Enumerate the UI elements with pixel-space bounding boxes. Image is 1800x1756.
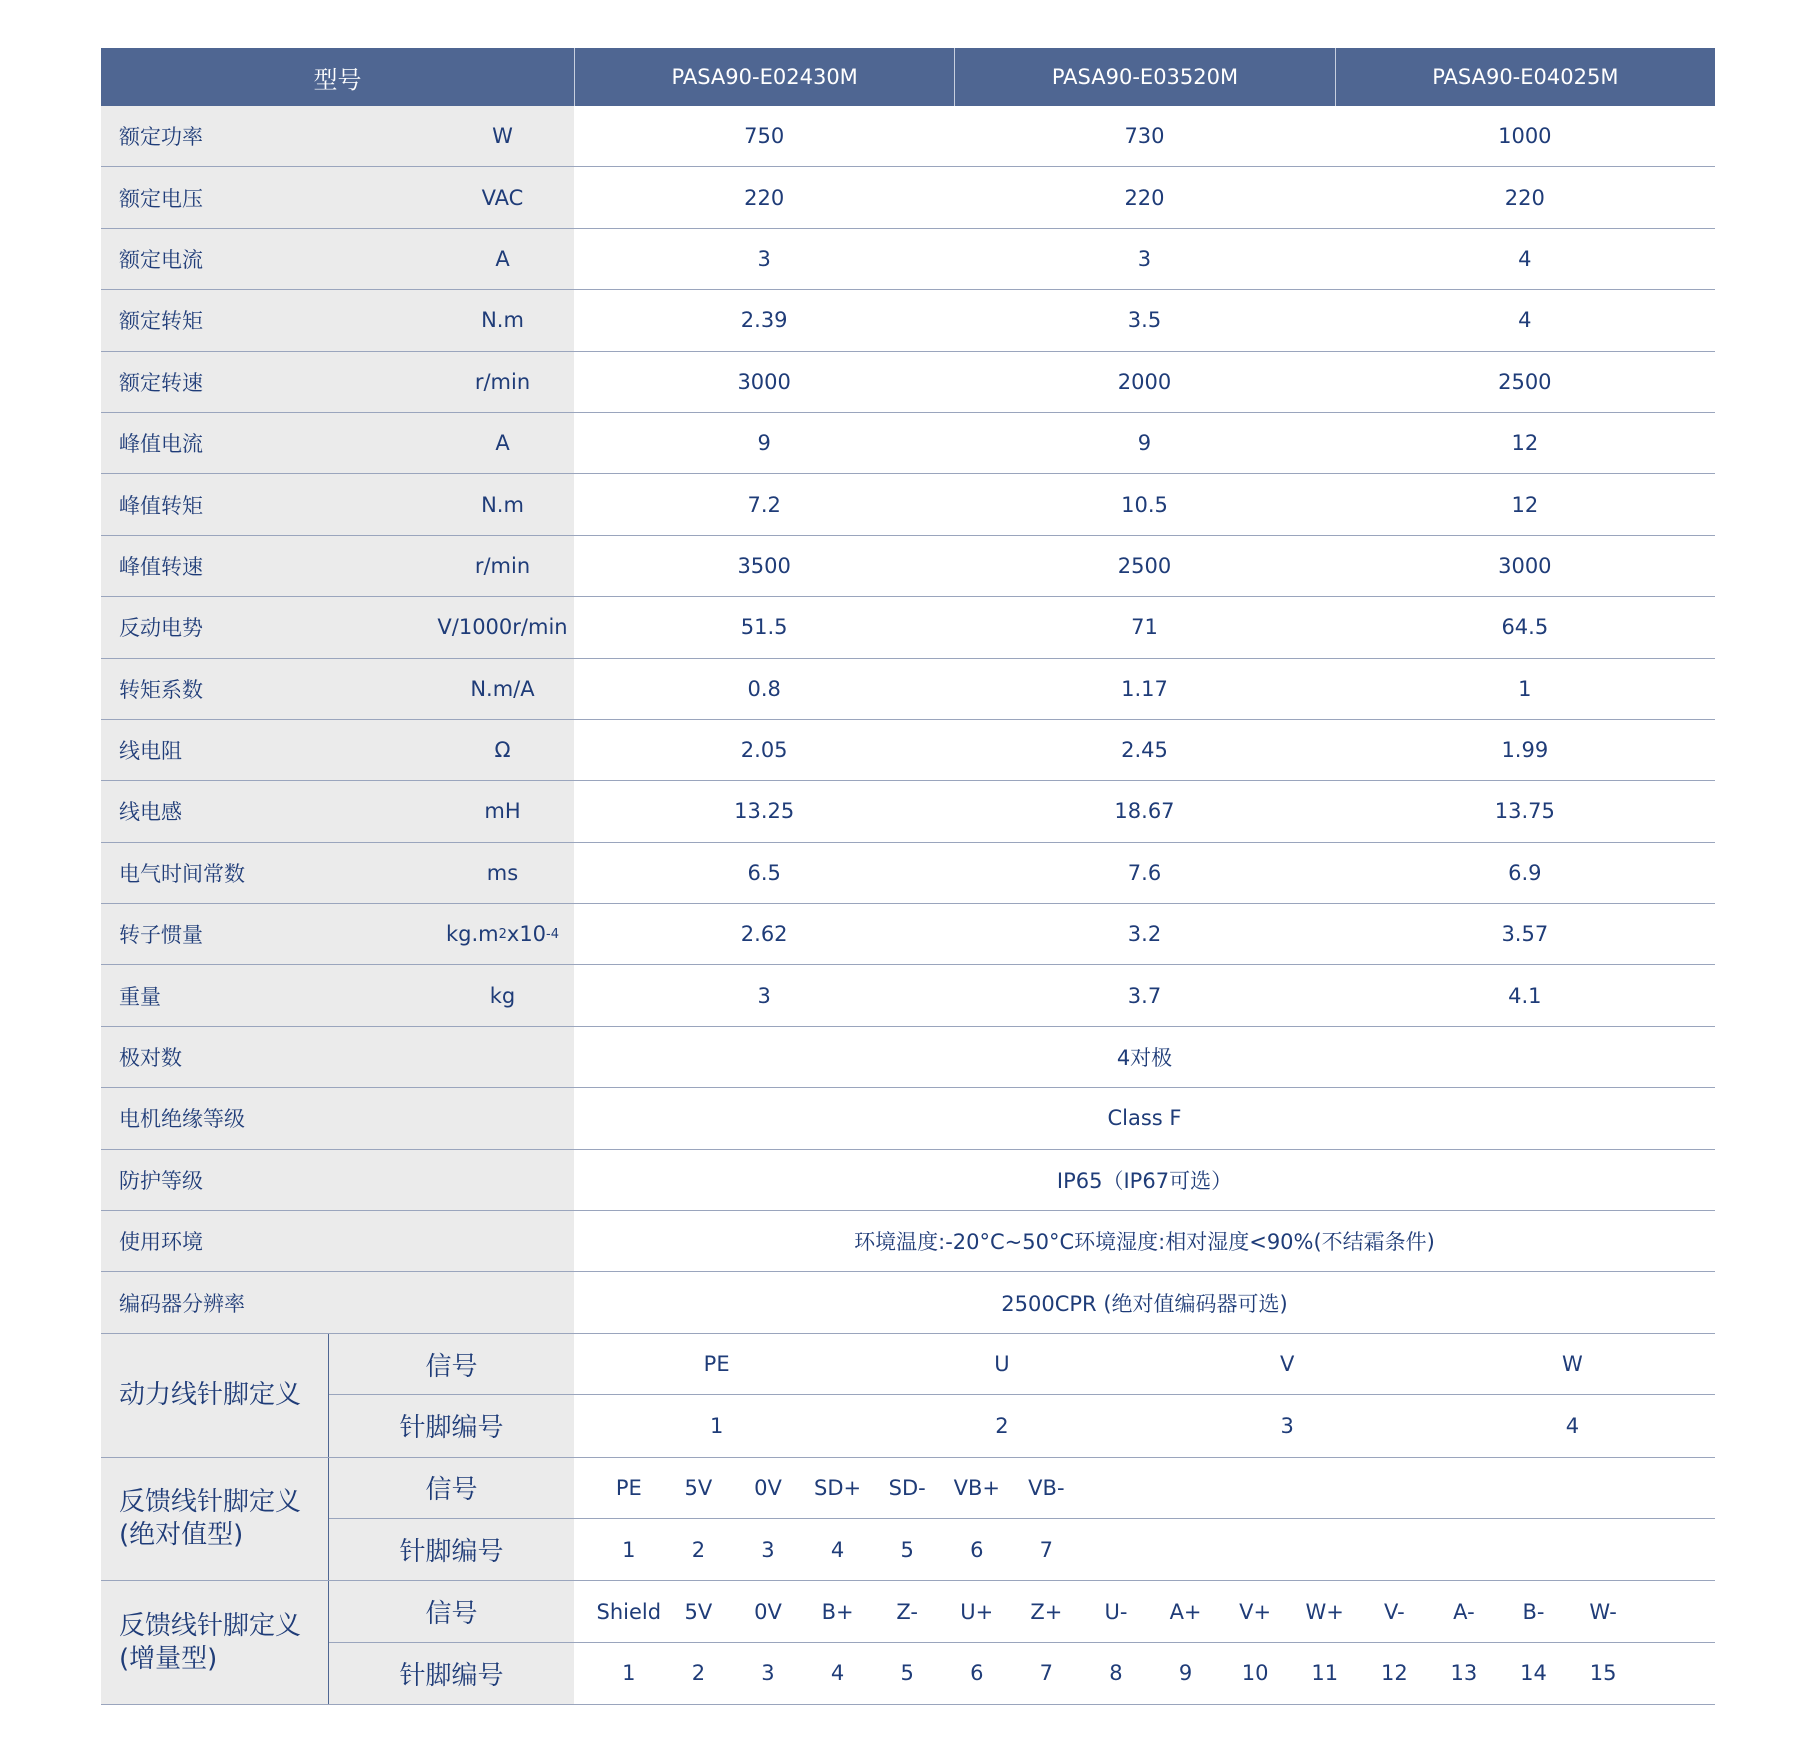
signal-label: 信号 — [329, 1581, 574, 1641]
model-header-label: 型号 — [101, 48, 574, 106]
pin-number: 15 — [1589, 1661, 1617, 1686]
unit-superscript: 2 — [498, 926, 507, 942]
pin-number: 3 — [1280, 1413, 1294, 1438]
table-row — [101, 1150, 1715, 1211]
row-label: 峰值转速 — [101, 536, 431, 596]
cell-value: 220 — [1504, 185, 1545, 210]
cell-value: 13.25 — [734, 799, 795, 824]
row-label: 线电感 — [101, 781, 431, 841]
pin-number: 6 — [970, 1537, 984, 1562]
pin-number: 1 — [622, 1661, 636, 1686]
cell-value: 750 — [744, 124, 785, 149]
table-row — [101, 843, 1715, 904]
signal-label: 信号 — [329, 1334, 574, 1394]
signal-name: Shield — [596, 1599, 662, 1624]
pin-values — [574, 1519, 1715, 1580]
table-row — [101, 474, 1715, 535]
cell-value: 0.8 — [747, 676, 781, 701]
pin-number-label: 针脚编号 — [329, 1519, 574, 1580]
pin-group-body — [329, 1581, 1715, 1704]
row-label: 峰值转矩 — [101, 474, 431, 534]
table-row — [101, 352, 1715, 413]
cell-value: 3.2 — [1127, 922, 1162, 947]
row-label: 额定电压 — [101, 167, 431, 227]
cell-value: 3.5 — [1127, 308, 1162, 333]
cell-value: 220 — [744, 185, 785, 210]
signal-name: 0V — [754, 1475, 782, 1500]
signal-name: A+ — [1169, 1599, 1202, 1624]
row-unit: ms — [431, 843, 574, 903]
table-row — [101, 659, 1715, 720]
cell-value: 9 — [1137, 431, 1152, 456]
table-row — [101, 1211, 1715, 1272]
cell-value: 3.57 — [1501, 922, 1549, 947]
table-row — [101, 1272, 1715, 1333]
signal-row — [329, 1458, 1715, 1519]
signal-name: PE — [615, 1475, 642, 1500]
pin-number: 9 — [1178, 1661, 1193, 1686]
model-name: PASA90-E03520M — [954, 48, 1334, 106]
pin-number: 4 — [1565, 1413, 1580, 1438]
cell-value: 3000 — [737, 369, 791, 394]
signal-name: V- — [1383, 1599, 1405, 1624]
pin-number: 5 — [900, 1537, 914, 1562]
table-row — [101, 106, 1715, 167]
cell-value: 3000 — [1498, 553, 1552, 578]
table-row — [101, 781, 1715, 842]
row-label: 编码器分辨率 — [101, 1272, 574, 1332]
cell-value: 2.45 — [1121, 738, 1168, 763]
cell-value: 3500 — [737, 553, 791, 578]
cell-value: 1000 — [1498, 124, 1552, 149]
row-label: 峰值电流 — [101, 413, 431, 473]
table-row — [101, 536, 1715, 597]
row-label: 重量 — [101, 965, 431, 1025]
row-unit: A — [431, 413, 574, 473]
pin-definition-group — [101, 1458, 1715, 1582]
table-row — [101, 413, 1715, 474]
pin-values — [574, 1581, 1715, 1641]
pin-number-label: 针脚编号 — [329, 1395, 574, 1456]
pin-number: 11 — [1311, 1661, 1339, 1686]
cell-value: 12 — [1511, 431, 1539, 456]
cell-value: 2500CPR (绝对值编码器可选) — [1001, 1291, 1288, 1316]
cell-value: 13.75 — [1494, 799, 1555, 824]
row-label: 额定电流 — [101, 229, 431, 289]
model-name: PASA90-E02430M — [574, 48, 954, 106]
cell-value: 1.17 — [1121, 676, 1168, 701]
row-label: 额定转速 — [101, 352, 431, 412]
cell-value: 7.2 — [747, 492, 781, 517]
row-label: 使用环境 — [101, 1211, 574, 1271]
unit-superscript: -4 — [546, 926, 560, 942]
table-row — [101, 1027, 1715, 1088]
cell-value: 2000 — [1117, 369, 1172, 394]
row-unit: A — [431, 229, 574, 289]
cell-value: 2500 — [1117, 553, 1172, 578]
cell-value: 1 — [1518, 676, 1532, 701]
row-unit: W — [431, 106, 574, 166]
row-unit: r/min — [431, 352, 574, 412]
row-label: 极对数 — [101, 1027, 574, 1087]
signal-name: SD- — [888, 1475, 926, 1500]
signal-row — [329, 1334, 1715, 1395]
row-unit: V/1000r/min — [431, 597, 574, 657]
signal-name: PE — [703, 1352, 730, 1376]
signal-name: 0V — [754, 1599, 782, 1624]
pin-group-title: 反馈线针脚定义 (绝对值型) — [101, 1458, 329, 1581]
pin-definition-group — [101, 1334, 1715, 1458]
cell-value: 6.5 — [747, 860, 781, 885]
signal-name: VB- — [1028, 1475, 1065, 1500]
cell-value: 4 — [1518, 308, 1532, 333]
pin-number: 8 — [1109, 1661, 1123, 1686]
pin-values — [574, 1458, 1715, 1518]
pin-number: 6 — [970, 1661, 984, 1686]
pin-values — [574, 1395, 1715, 1456]
table-row — [101, 965, 1715, 1026]
signal-name: U — [994, 1352, 1010, 1376]
cell-value: 18.67 — [1114, 799, 1175, 824]
pin-number: 5 — [900, 1661, 914, 1686]
model-name: PASA90-E04025M — [1335, 48, 1715, 106]
cell-value: 2500 — [1498, 369, 1552, 394]
pin-group-title: 反馈线针脚定义 (增量型) — [101, 1581, 329, 1704]
pin-group-body — [329, 1334, 1715, 1457]
cell-value: 4 — [1518, 246, 1532, 271]
signal-name: A- — [1453, 1599, 1475, 1624]
pin-number: 3 — [761, 1661, 775, 1686]
row-unit: r/min — [431, 536, 574, 596]
cell-value: 730 — [1124, 124, 1165, 149]
pin-number: 13 — [1450, 1661, 1478, 1686]
row-label: 额定功率 — [101, 106, 431, 166]
cell-value: 6.9 — [1508, 860, 1542, 885]
cell-value: 220 — [1124, 185, 1165, 210]
signal-name: W — [1561, 1352, 1583, 1376]
row-label: 额定转矩 — [101, 290, 431, 350]
row-label: 转矩系数 — [101, 659, 431, 719]
cell-value: 3.7 — [1127, 983, 1162, 1008]
signal-name: B- — [1522, 1599, 1545, 1624]
cell-value: 1.99 — [1501, 738, 1549, 763]
signal-name: Z- — [896, 1599, 918, 1624]
cell-value: 4.1 — [1508, 983, 1542, 1008]
pin-number-row — [329, 1643, 1715, 1704]
row-unit — [431, 904, 574, 964]
cell-value: 3 — [1137, 246, 1152, 271]
pin-number: 7 — [1039, 1537, 1054, 1562]
pin-values — [574, 1643, 1715, 1704]
cell-value: 7.6 — [1127, 860, 1162, 885]
signal-name: U+ — [960, 1599, 994, 1624]
signal-label: 信号 — [329, 1458, 574, 1518]
spec-table — [101, 48, 1715, 1705]
signal-name: VB+ — [953, 1475, 1000, 1500]
table-row — [101, 290, 1715, 351]
cell-value: 12 — [1511, 492, 1539, 517]
pin-group-title: 动力线针脚定义 — [101, 1334, 329, 1457]
pin-number-label: 针脚编号 — [329, 1643, 574, 1704]
signal-name: V — [1279, 1352, 1295, 1376]
row-label: 转子惯量 — [101, 904, 431, 964]
signal-name: W- — [1589, 1599, 1617, 1624]
signal-name: Z+ — [1030, 1599, 1063, 1624]
cell-value: 10.5 — [1121, 492, 1168, 517]
pin-number: 12 — [1380, 1661, 1408, 1686]
table-row — [101, 167, 1715, 228]
table-row — [101, 597, 1715, 658]
row-label: 电机绝缘等级 — [101, 1088, 574, 1148]
row-unit: N.m/A — [431, 659, 574, 719]
pin-number: 4 — [830, 1537, 845, 1562]
cell-value: 71 — [1131, 615, 1158, 640]
cell-value: 2.62 — [740, 922, 788, 947]
signal-name: 5V — [684, 1599, 713, 1624]
row-unit: N.m — [431, 474, 574, 534]
signal-name: W+ — [1305, 1599, 1344, 1624]
pin-group-body — [329, 1458, 1715, 1581]
signal-name: U- — [1104, 1599, 1128, 1624]
pin-number: 3 — [761, 1537, 775, 1562]
table-row — [101, 904, 1715, 965]
cell-value: 64.5 — [1501, 615, 1549, 640]
cell-value: 3 — [757, 983, 771, 1008]
pin-number: 2 — [691, 1537, 706, 1562]
pin-number-row — [329, 1519, 1715, 1580]
cell-value: 环境温度:-20°C~50°C环境湿度:相对湿度<90%(不结霜条件) — [854, 1230, 1435, 1255]
pin-number: 4 — [830, 1661, 845, 1686]
pin-number: 1 — [709, 1413, 724, 1438]
signal-name: 5V — [684, 1475, 713, 1500]
table-header-row — [101, 48, 1715, 106]
unit-main: kg.m — [445, 922, 499, 947]
pin-values — [574, 1334, 1715, 1394]
cell-value: 4对极 — [1116, 1046, 1173, 1071]
pin-number: 2 — [995, 1413, 1009, 1438]
cell-value: 2.39 — [740, 308, 788, 333]
signal-name: SD+ — [814, 1475, 862, 1500]
row-unit: N.m — [431, 290, 574, 350]
pin-number: 2 — [691, 1661, 706, 1686]
cell-value: 3 — [757, 246, 771, 271]
pin-number-row — [329, 1395, 1715, 1456]
row-label: 防护等级 — [101, 1150, 574, 1210]
pin-definition-group — [101, 1581, 1715, 1705]
row-unit: mH — [431, 781, 574, 841]
cell-value: 9 — [757, 431, 771, 456]
signal-name: B+ — [821, 1599, 854, 1624]
row-unit: VAC — [431, 167, 574, 227]
table-row — [101, 720, 1715, 781]
row-unit: Ω — [431, 720, 574, 780]
pin-number: 14 — [1520, 1661, 1547, 1686]
pin-number: 10 — [1241, 1661, 1269, 1686]
cell-value: 51.5 — [740, 615, 788, 640]
pin-number: 1 — [622, 1537, 636, 1562]
row-label: 电气时间常数 — [101, 843, 431, 903]
row-unit: kg — [431, 965, 574, 1025]
signal-row — [329, 1581, 1715, 1642]
table-row — [101, 1088, 1715, 1149]
signal-name: V+ — [1239, 1599, 1272, 1624]
row-label: 反动电势 — [101, 597, 431, 657]
cell-value: 2.05 — [740, 738, 788, 763]
unit-mid: x10 — [506, 922, 547, 947]
pin-number: 7 — [1039, 1661, 1054, 1686]
row-label: 线电阻 — [101, 720, 431, 780]
cell-value: IP65（IP67可选） — [1056, 1168, 1233, 1193]
cell-value: Class F — [1107, 1106, 1182, 1131]
table-row — [101, 229, 1715, 290]
